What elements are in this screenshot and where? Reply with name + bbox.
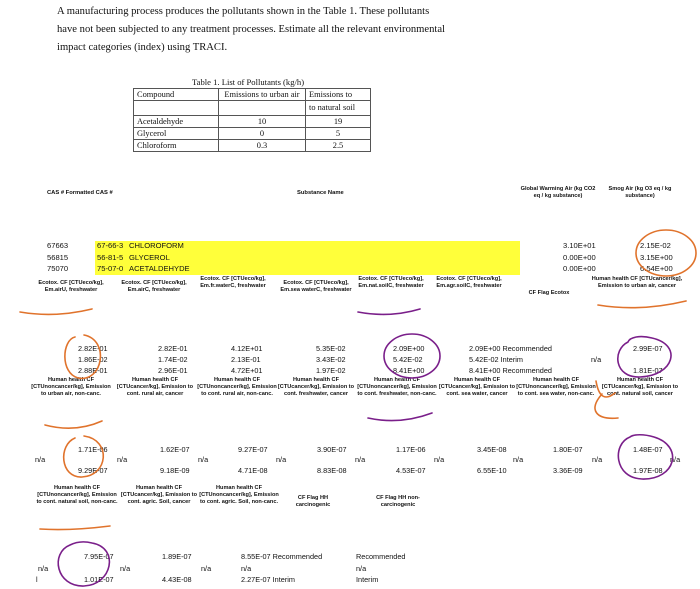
hh-value: 9.27E-07 <box>238 445 268 454</box>
hh-value: 9.29E-07 <box>78 466 108 475</box>
table-row <box>134 116 371 128</box>
hh-header: Human health CF [CTUcancer/kg], Emission to cont. freshwater, cancer <box>277 377 355 397</box>
row-prefix-na: n/a <box>35 455 46 464</box>
hh-header: Human health CF [CTUcancer/kg], Emission to cont. natural soil, cancer <box>601 377 679 397</box>
hh-value: n/a <box>198 455 209 464</box>
gwp-value: 3.10E+01 <box>563 241 596 250</box>
soil-value: 19 <box>306 116 371 128</box>
hh2-header: CF Flag HH non-carcinogenic <box>376 495 420 508</box>
hh-header: Human health CF [CTUnoncancer/kg], Emission to urban air, non-canc. <box>31 377 111 397</box>
problem-statement <box>57 3 487 57</box>
hh2-value: Interim <box>356 575 379 584</box>
soil-value: 2.5 <box>306 140 371 152</box>
hh2-value: Recommended <box>356 552 406 561</box>
problem-line-2: have not been subjected to any treatment processes. Estimate all the relevant environmental <box>57 24 446 35</box>
table-row <box>134 128 371 140</box>
table-caption: Table 1. List of Pollutants (kg/h) <box>192 77 305 87</box>
hh2-header: CF Flag HH carcinogenic <box>295 495 331 508</box>
hh-header: Human health CF [CTUcancer/kg], Emission to cont. rural air, cancer <box>116 377 194 397</box>
air-value: 10 <box>219 116 306 128</box>
eco-value: 1.86E-02 <box>78 355 108 364</box>
formatted-cas: 75-07-0 <box>97 264 124 273</box>
hh-value: 1.48E-07 <box>633 445 663 454</box>
eco-value: n/a <box>591 355 602 364</box>
hh-value: 1.71E-06 <box>78 445 108 454</box>
gwp-value: 0.00E+00 <box>563 253 596 262</box>
eco-value: 4.72E+01 <box>231 366 263 375</box>
underline-annotation <box>368 413 432 421</box>
eco-value: 2.09E+00 Recommended <box>469 344 552 353</box>
smog-value: 2.15E-02 <box>640 241 671 250</box>
hh-value: n/a <box>276 455 287 464</box>
compound-name: Acetaldehyde <box>134 116 219 128</box>
hh-value: 9.18E-09 <box>160 466 190 475</box>
hh-value: n/a <box>355 455 366 464</box>
hh-value: 4.53E-07 <box>396 466 426 475</box>
eco-value: 1.81E-07 <box>633 366 663 375</box>
eco-value: 2.09E+00 <box>393 344 425 353</box>
underline-annotation <box>40 526 110 530</box>
substance-name: ACETALDEHYDE <box>129 264 190 273</box>
hh-value: n/a <box>670 455 681 464</box>
substance-name: GLYCEROL <box>129 253 170 262</box>
hh2-value: 1.89E-07 <box>162 552 192 561</box>
hh-value: n/a <box>434 455 445 464</box>
cas-header: CAS # Formatted CAS # <box>47 190 113 196</box>
gwp-value: 0.00E+00 <box>563 264 596 273</box>
row-prefix-na: n/a <box>38 564 49 573</box>
hh2-value: 4.43E-08 <box>162 575 192 584</box>
eco-value: 3.43E-02 <box>316 355 346 364</box>
col-header-soil: Emissions to <box>306 89 371 101</box>
hh2-value: n/a <box>201 564 212 573</box>
hh-header: Human health CF [CTUnoncancer/kg], Emission to cont. rural air, non-canc. <box>197 377 277 397</box>
smog-header: Smog Air (kg O3 eq / kg substance) <box>608 186 672 199</box>
compound-name: Chloroform <box>134 140 219 152</box>
eco-value: 2.99E-07 <box>633 344 663 353</box>
underline-annotation <box>20 309 92 314</box>
underline-annotation <box>358 309 420 314</box>
hh-value: n/a <box>513 455 524 464</box>
cas-number: 67663 <box>47 241 69 250</box>
hh-value: n/a <box>117 455 128 464</box>
hh-value: 4.71E-08 <box>238 466 268 475</box>
eco-value: 5.35E-02 <box>316 344 346 353</box>
hh2-header: Human health CF [CTUcancer/kg], Emission to cont. agric. Soil, cancer <box>120 485 198 505</box>
eco-header: Ecotox. CF [CTUeco/kg], Em.nat.soilC, freshwater <box>358 276 424 289</box>
problem-line-3: impact categories (index) using TRACI. <box>57 42 228 53</box>
eco-value: 2.82E-01 <box>78 344 108 353</box>
eco-value: 4.12E+01 <box>231 344 263 353</box>
col-header-urban-air: Emissions to urban air <box>219 89 306 101</box>
cas-number: 75070 <box>47 264 69 273</box>
hh2-value: n/a <box>241 564 252 573</box>
hh-value: 8.83E-08 <box>317 466 347 475</box>
problem-line-1: A manufacturing process produces the pollutants shown in the Table 1. These pollutants <box>57 6 430 17</box>
eco-header: Ecotox. CF [CTUeco/kg], Em.sea waterC, freshwater <box>280 280 352 293</box>
eco-value: 8.41E+00 <box>393 366 425 375</box>
hh2-header: Human health CF [CTUnoncancer/kg], Emission to cont. natural soil, non-canc. <box>36 485 118 505</box>
compound-name: Glycerol <box>134 128 219 140</box>
hh2-value: n/a <box>120 564 131 573</box>
eco-header: Ecotox. CF [CTUeco/kg], Em.airU, freshwater <box>38 280 104 293</box>
eco-header: Ecotox. CF [CTUeco/kg], Em.agr.soilC, freshwater <box>436 276 502 289</box>
eco-value: 5.42E-02 <box>393 355 423 364</box>
eco-value: 1.97E-02 <box>316 366 346 375</box>
cas-number: 56815 <box>47 253 69 262</box>
eco-header: CF Flag Ecotox <box>528 290 570 296</box>
hh-value: n/a <box>592 455 603 464</box>
air-value: 0 <box>219 128 306 140</box>
gwp-header: Global Warming Air (kg CO2 eq / kg substance) <box>520 186 596 199</box>
smog-value: 6.54E+00 <box>640 264 673 273</box>
hh-value: 6.55E-10 <box>477 466 507 475</box>
hh-value: 3.36E-09 <box>553 466 583 475</box>
hh-value: 1.97E-08 <box>633 466 663 475</box>
hh-header: Human health CF [CTUnoncancer/kg], Emission to cont. sea water, non-canc. <box>516 377 596 397</box>
eco-header: Human health CF [CTUcancer/kg], Emission to urban air, cancer <box>591 276 683 289</box>
hh-value: 3.90E-07 <box>317 445 347 454</box>
hh-header: Human health CF [CTUnoncancer/kg], Emission to cont. freshwater, non-canc. <box>357 377 437 397</box>
eco-value: 2.88E-01 <box>78 366 108 375</box>
hh-value: 1.62E-07 <box>160 445 190 454</box>
hh2-header: Human health CF [CTUnoncancer/kg], Emission to cont. agric. Soil, non-canc. <box>199 485 279 505</box>
hh2-value: 2.27E-07 Interim <box>241 575 295 584</box>
hh2-value: 8.55E-07 Recommended <box>241 552 323 561</box>
formatted-cas: 67-66-3 <box>97 241 124 250</box>
substance-name-header: Substance Name <box>297 190 344 196</box>
air-value: 0.3 <box>219 140 306 152</box>
row-prefix-bar: l <box>36 575 38 584</box>
hh-header: Human health CF [CTUcancer/kg], Emission to cont. sea water, cancer <box>438 377 516 397</box>
underline-annotation <box>598 301 686 308</box>
hh2-value: n/a <box>356 564 367 573</box>
eco-value: 8.41E+00 Recommended <box>469 366 552 375</box>
col-header-compound: Compound <box>134 89 219 101</box>
eco-header: Ecotox. CF [CTUeco/kg], Em.airC, freshwater <box>121 280 187 293</box>
eco-value: 2.82E-01 <box>158 344 188 353</box>
eco-value: 5.42E-02 Interim <box>469 355 523 364</box>
underline-annotation <box>45 421 102 428</box>
eco-value: 2.13E-01 <box>231 355 261 364</box>
table-row <box>134 140 371 152</box>
pollutant-table <box>133 88 371 152</box>
soil-value: 5 <box>306 128 371 140</box>
hh-value: 3.45E-08 <box>477 445 507 454</box>
formatted-cas: 56-81-5 <box>97 253 124 262</box>
hh-value: 1.80E-07 <box>553 445 583 454</box>
eco-value: 2.96E-01 <box>158 366 188 375</box>
hh-value: 1.17E-06 <box>396 445 426 454</box>
eco-value: 1.74E-02 <box>158 355 188 364</box>
hh2-value: 1.01E-07 <box>84 575 114 584</box>
smog-value: 3.15E+00 <box>640 253 673 262</box>
substance-name: CHLOROFORM <box>129 241 184 250</box>
col-header-soil-2: to natural soil <box>306 101 371 116</box>
hh2-value: 7.95E-07 <box>84 552 114 561</box>
eco-header: Ecotox. CF [CTUeco/kg], Em.fr.waterC, freshwater <box>200 276 266 289</box>
